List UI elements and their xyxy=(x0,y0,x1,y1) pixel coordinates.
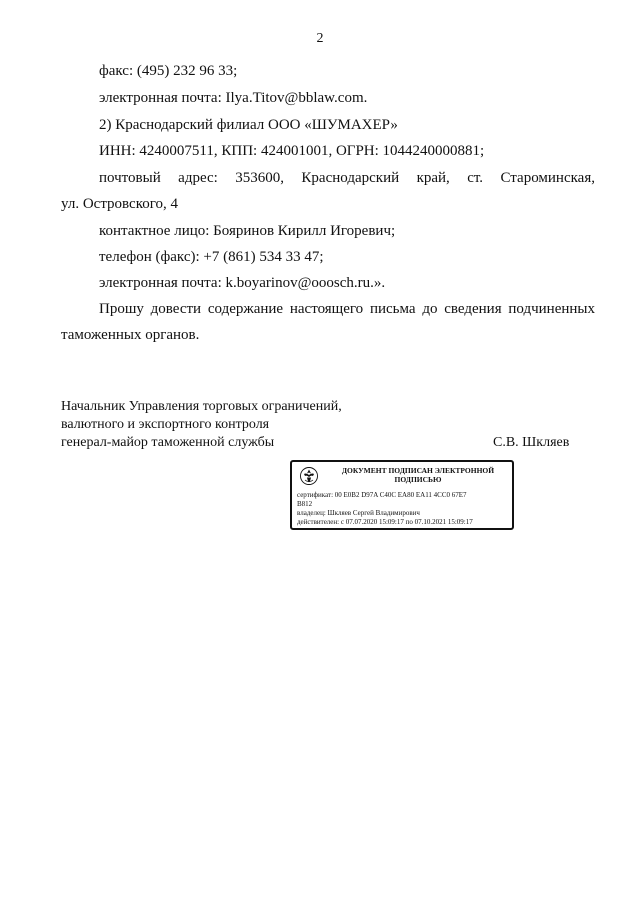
branch-title: 2) Краснодарский филиал ООО «ШУМАХЕР» xyxy=(99,117,398,133)
stamp-certificate-line-1: сертификат: 00 E0B2 D97A C40C EA80 EA11 4CC0 67E7 xyxy=(297,491,467,499)
page-number: 2 xyxy=(316,31,324,46)
stamp-owner: владелец: Шкляев Сергей Владимирович xyxy=(297,509,420,517)
email-line-2: электронная почта: k.boyarinov@ooosch.ru.». xyxy=(99,275,386,291)
contact-person: контактное лицо: Бояринов Кирилл Игоревич; xyxy=(99,223,396,239)
electronic-signature-stamp xyxy=(290,460,514,530)
position-line-3: генерал-майор таможенной службы xyxy=(61,435,275,450)
phone-line: телефон (факс): +7 (861) 534 33 47; xyxy=(99,249,324,265)
position-line-2: валютного и экспортного контроля xyxy=(61,417,270,432)
company-ids: ИНН: 4240007511, КПП: 424001001, ОГРН: 1044240000881; xyxy=(99,143,485,159)
request-line-1: Прошу довести содержание настоящего письма до сведения подчиненных xyxy=(99,301,595,317)
signatory-position xyxy=(61,398,342,452)
stamp-validity: действителен: с 07.07.2020 15:09:17 по 07.10.2021 15:09:17 xyxy=(297,518,473,526)
stamp-title-line-2: ПОДПИСЬЮ xyxy=(394,475,442,484)
signer-name: С.В. Шкляев xyxy=(493,435,570,450)
address-line-2: ул. Островского, 4 xyxy=(61,196,179,212)
stamp-title xyxy=(324,466,512,484)
email-line: электронная почта: Ilya.Titov@bblaw.com. xyxy=(99,90,368,106)
stamp-certificate-line-2: B812 xyxy=(297,500,313,508)
fax-line: факс: (495) 232 96 33; xyxy=(99,63,238,79)
customs-emblem-icon xyxy=(299,466,319,486)
address-line-1: почтовый адрес: 353600, Краснодарский край, ст. Староминская, xyxy=(99,170,595,186)
request-line-2: таможенных органов. xyxy=(61,327,200,343)
stamp-title-line-1: ДОКУМЕНТ ПОДПИСАН ЭЛЕКТРОННОЙ xyxy=(341,466,495,475)
position-line-1: Начальник Управления торговых ограничений, xyxy=(61,399,342,414)
